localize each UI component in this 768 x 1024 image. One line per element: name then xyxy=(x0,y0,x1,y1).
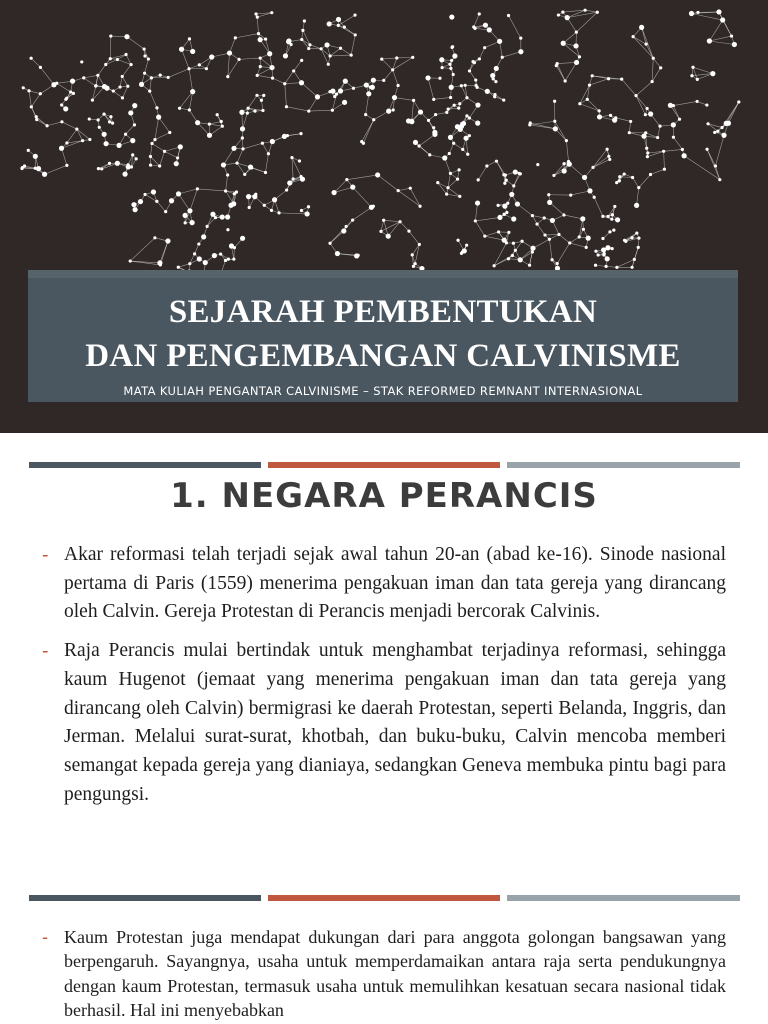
title-panel xyxy=(28,270,738,402)
divider-bar-grey xyxy=(507,895,740,901)
bullet-dash: - xyxy=(42,927,48,947)
bullet-list xyxy=(42,541,726,819)
divider-bars-top xyxy=(29,462,740,468)
hero-banner xyxy=(0,0,768,433)
title-line-1: SEJARAH PEMBENTUKAN xyxy=(168,294,598,330)
section-heading: 1. NEGARA PERANCIS xyxy=(170,476,598,516)
divider-bars-bottom xyxy=(29,895,740,901)
bullet-list-page2 xyxy=(42,925,726,1022)
divider-bar-dark xyxy=(29,462,261,468)
divider-bar-orange xyxy=(268,895,500,901)
bullet-item xyxy=(42,541,726,627)
bullet-text: Kaum Protestan juga mendapat dukungan dari para anggota golongan bangsawan yang berpengaruh. Sayangnya, usaha untuk memperdamaikan antara raja serta pendukungnya dengan kaum Protestan, termasuk usaha untuk memulihkan kesatuan secara nasional tidak berhasil. Hal ini menyebabkan xyxy=(64,927,726,1020)
title-line-2: DAN PENGEMBANGAN CALVINISME xyxy=(85,338,681,374)
divider-bar-dark xyxy=(29,895,261,901)
bullet-dash: - xyxy=(42,640,49,663)
subtitle: MATA KULIAH PENGANTAR CALVINISME – STAK REFORMED REMNANT INTERNASIONAL xyxy=(123,384,643,398)
bullet-dash: - xyxy=(42,544,49,566)
bullet-item xyxy=(42,637,726,809)
divider-bar-orange xyxy=(268,462,500,468)
divider-bar-grey xyxy=(507,462,740,468)
bullet-text: Akar reformasi telah terjadi sejak awal tahun 20-an (abad ke-16). Sinode nasional pertama di Paris (1559) menerima pengakuan iman dan tata gereja yang dirancang oleh Calvin. Gereja Protestan di Perancis menjadi bercorak Calvinis. xyxy=(64,544,726,623)
bullet-item xyxy=(42,925,726,1022)
bullet-text: Raja Perancis mulai bertindak untuk menghambat terjadinya reformasi, sehingga kaum Hugenot (jemaat yang menerima pengakuan iman dan tata gereja yang dirancang oleh Calvin) bermigrasi ke daerah Protestan, seperti Belanda, Inggris, dan Jerman. Melalui surat-surat, khotbah, dan buku-buku, Calvin mencoba memberi semangat kepada gereja yang dianiaya, sedangkan Geneva membuka pintu bagi para pengungsi. xyxy=(64,640,726,805)
